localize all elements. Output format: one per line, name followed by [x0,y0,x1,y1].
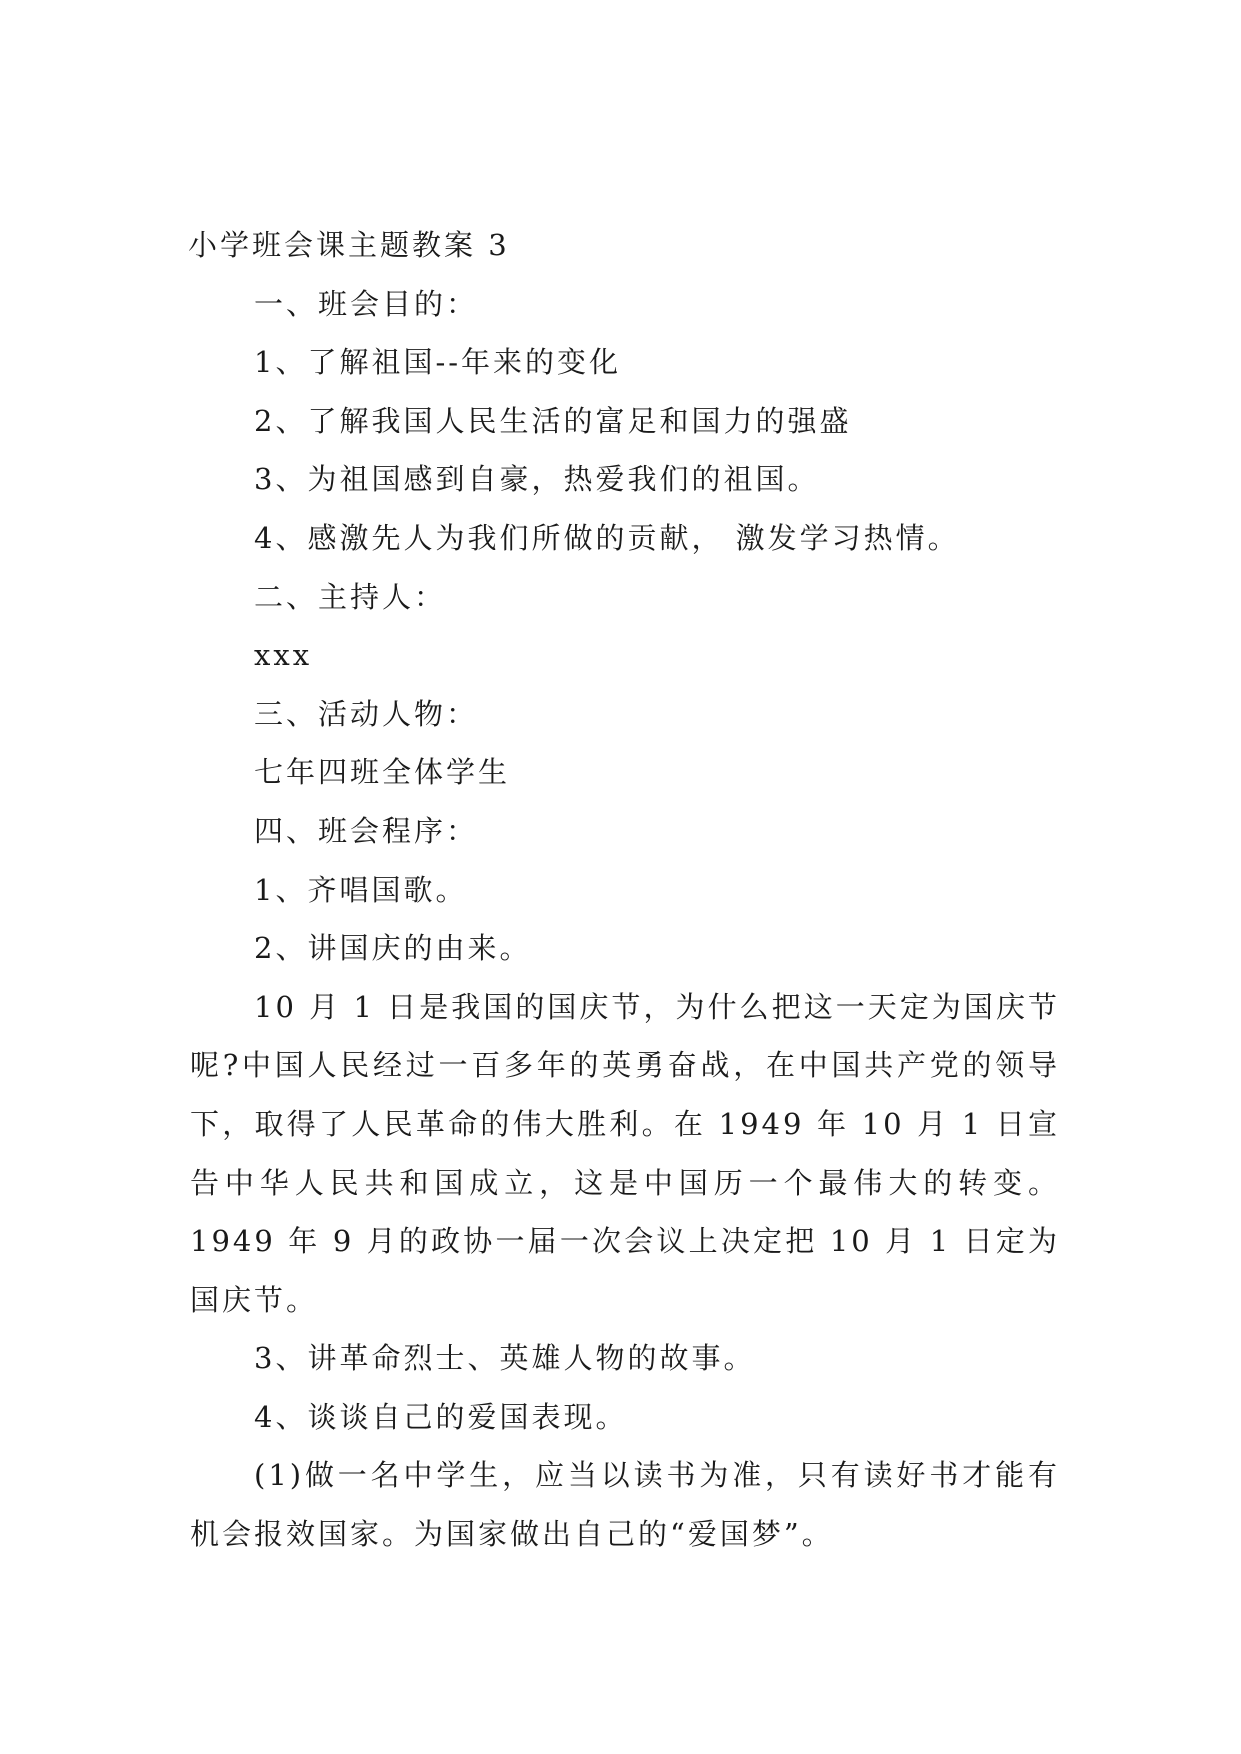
procedure-item-4: 4、谈谈自己的爱国表现。 [254,1399,628,1434]
procedure-item-1: 1、齐唱国歌。 [254,872,468,907]
purpose-item-4: 4、感激先人为我们所做的贡献， 激发学习热情。 [254,520,960,555]
section-heading-host: 二、主持人： [254,579,447,614]
host-name: xxx [254,638,313,673]
document-title: 小学班会课主题教案 3 [188,228,510,262]
purpose-item-3: 3、为祖国感到自豪，热爱我们的祖国。 [254,462,820,497]
patriotism-paragraph: (1)做一名中学生，应当以读书为准，只有读好书才能有机会报效国家。为国家做出自己的“爱国梦”。 [190,1458,1060,1552]
section-heading-participants: 三、活动人物： [254,696,479,731]
document-page [190,216,1060,1564]
procedure-item-3: 3、讲革命烈士、英雄人物的故事。 [254,1341,756,1376]
purpose-item-2: 2、了解我国人民生活的富足和国力的强盛 [254,403,852,438]
section-heading-procedure: 四、班会程序： [254,813,479,848]
participants-text: 七年四班全体学生 [254,755,511,790]
national-day-paragraph: 10 月 1 日是我国的国庆节，为什么把这一天定为国庆节呢?中国人民经过一百多年的英勇奋战，在中国共产党的领导下，取得了人民革命的伟大胜利。在 1949 年 10 月 1 日宣告中华人民共和国成立，这是中国历一个最伟大的转变。1949 年 9 月的政协一届一次会议上决定把 10 月 1 日定为国庆节。 [190,989,1060,1317]
procedure-item-2: 2、讲国庆的由来。 [254,931,532,966]
section-heading-purpose: 一、班会目的： [254,286,479,321]
purpose-item-1: 1、了解祖国--年来的变化 [254,345,622,380]
